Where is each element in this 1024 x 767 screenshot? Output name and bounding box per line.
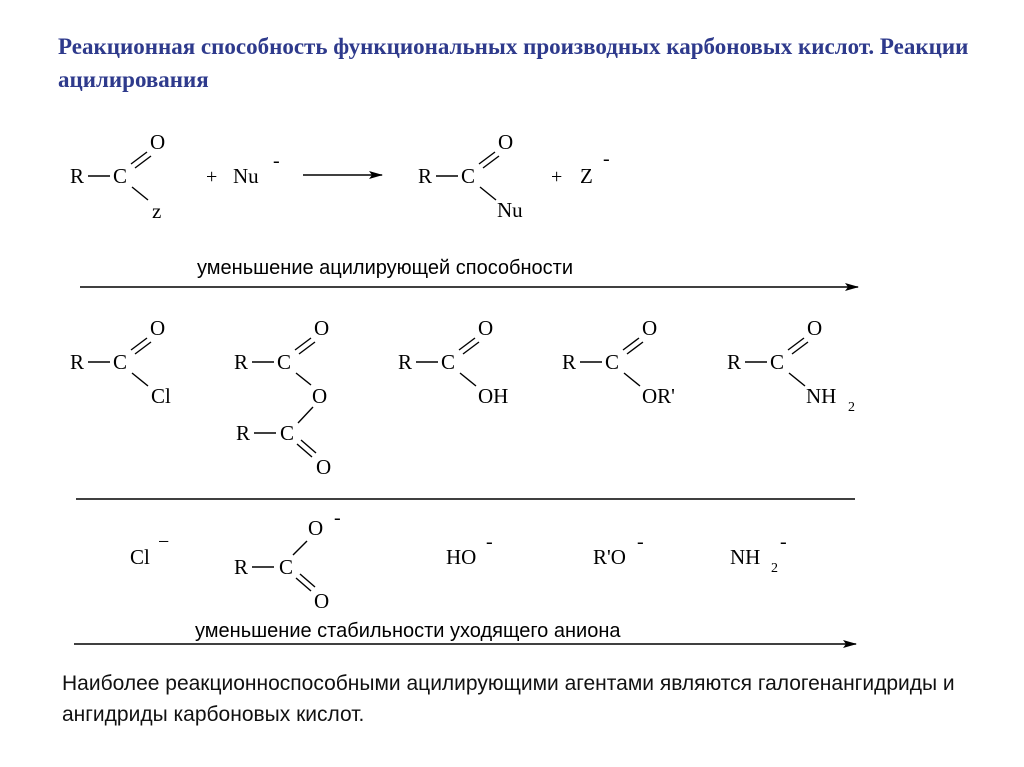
amide [727,316,855,415]
svg-text:C: C [279,555,294,579]
svg-text:NH: NH [730,545,761,569]
svg-text:-: - [486,531,493,553]
reactant-acyl-z [70,130,165,223]
svg-text:NH: NH [806,384,837,408]
atom-r: R [418,164,433,188]
svg-text:R: R [398,350,413,374]
slide-title: Реакционная способность функциональных производных карбоновых кислот. Реакции ацилирования [58,34,969,92]
svg-text:C: C [277,350,292,374]
svg-text:O: O [314,316,330,340]
acid-anhydride [234,316,331,479]
atom-o: O [498,130,514,154]
svg-text:-: - [780,531,787,553]
plus-sign: + [551,166,563,188]
atom-nu: Nu [233,164,259,188]
svg-text:OH: OH [478,384,509,408]
carboxylate-anion [234,507,341,613]
svg-text:HO: HO [446,545,477,569]
svg-text:O: O [807,316,823,340]
svg-text:O: O [478,316,494,340]
svg-text:C: C [770,350,785,374]
svg-text:2: 2 [771,561,778,576]
svg-text:R: R [562,350,577,374]
charge-minus: - [603,148,610,170]
svg-text:O: O [314,589,330,613]
svg-text:R: R [234,350,249,374]
svg-text:O: O [308,516,324,540]
hydroxide-anion [446,531,493,569]
conclusion-text: Наиболее реакционноспособными ацилирующими агентами являются галогенангидриды и ангидриды карбоновых кислот. [62,672,955,726]
svg-text:R: R [234,555,249,579]
svg-text:C: C [280,421,295,445]
svg-text:R: R [727,350,742,374]
charge-minus: - [273,150,280,172]
svg-text:Cl: Cl [130,545,150,569]
svg-text:2: 2 [848,400,855,415]
product-acyl-nu [418,130,523,222]
amide-anion [730,531,787,576]
nucleophile [233,150,280,188]
atom-nu: Nu [497,198,523,222]
svg-text:OR': OR' [642,384,675,408]
alkoxide-anion [593,531,644,569]
svg-text:O: O [642,316,658,340]
anion-stability-caption: уменьшение стабильности уходящего аниона [195,620,621,642]
ester [562,316,675,408]
svg-text:O: O [150,316,166,340]
plus-sign: + [206,166,218,188]
atom-z: Z [580,164,593,188]
carboxylic-acid [398,316,508,408]
svg-text:-: - [637,531,644,553]
svg-text:C: C [113,350,128,374]
leaving-group-anion [580,148,610,188]
svg-text:R'O: R'O [593,545,626,569]
atom-c: C [461,164,476,188]
atom-r: R [70,164,85,188]
svg-text:−: − [158,531,170,553]
atom-o: O [150,130,166,154]
chloride-anion [130,531,169,569]
svg-text:-: - [334,507,341,529]
svg-text:R: R [236,421,251,445]
svg-text:C: C [441,350,456,374]
svg-text:R: R [70,350,85,374]
acyl-chloride [70,316,171,408]
svg-text:C: C [605,350,620,374]
svg-text:O: O [316,455,332,479]
atom-c: C [113,164,128,188]
svg-text:O: O [312,384,328,408]
svg-text:Cl: Cl [151,384,171,408]
acylating-ability-caption: уменьшение ацилирующей способности [197,257,574,279]
atom-z-leaving: z [152,199,162,223]
